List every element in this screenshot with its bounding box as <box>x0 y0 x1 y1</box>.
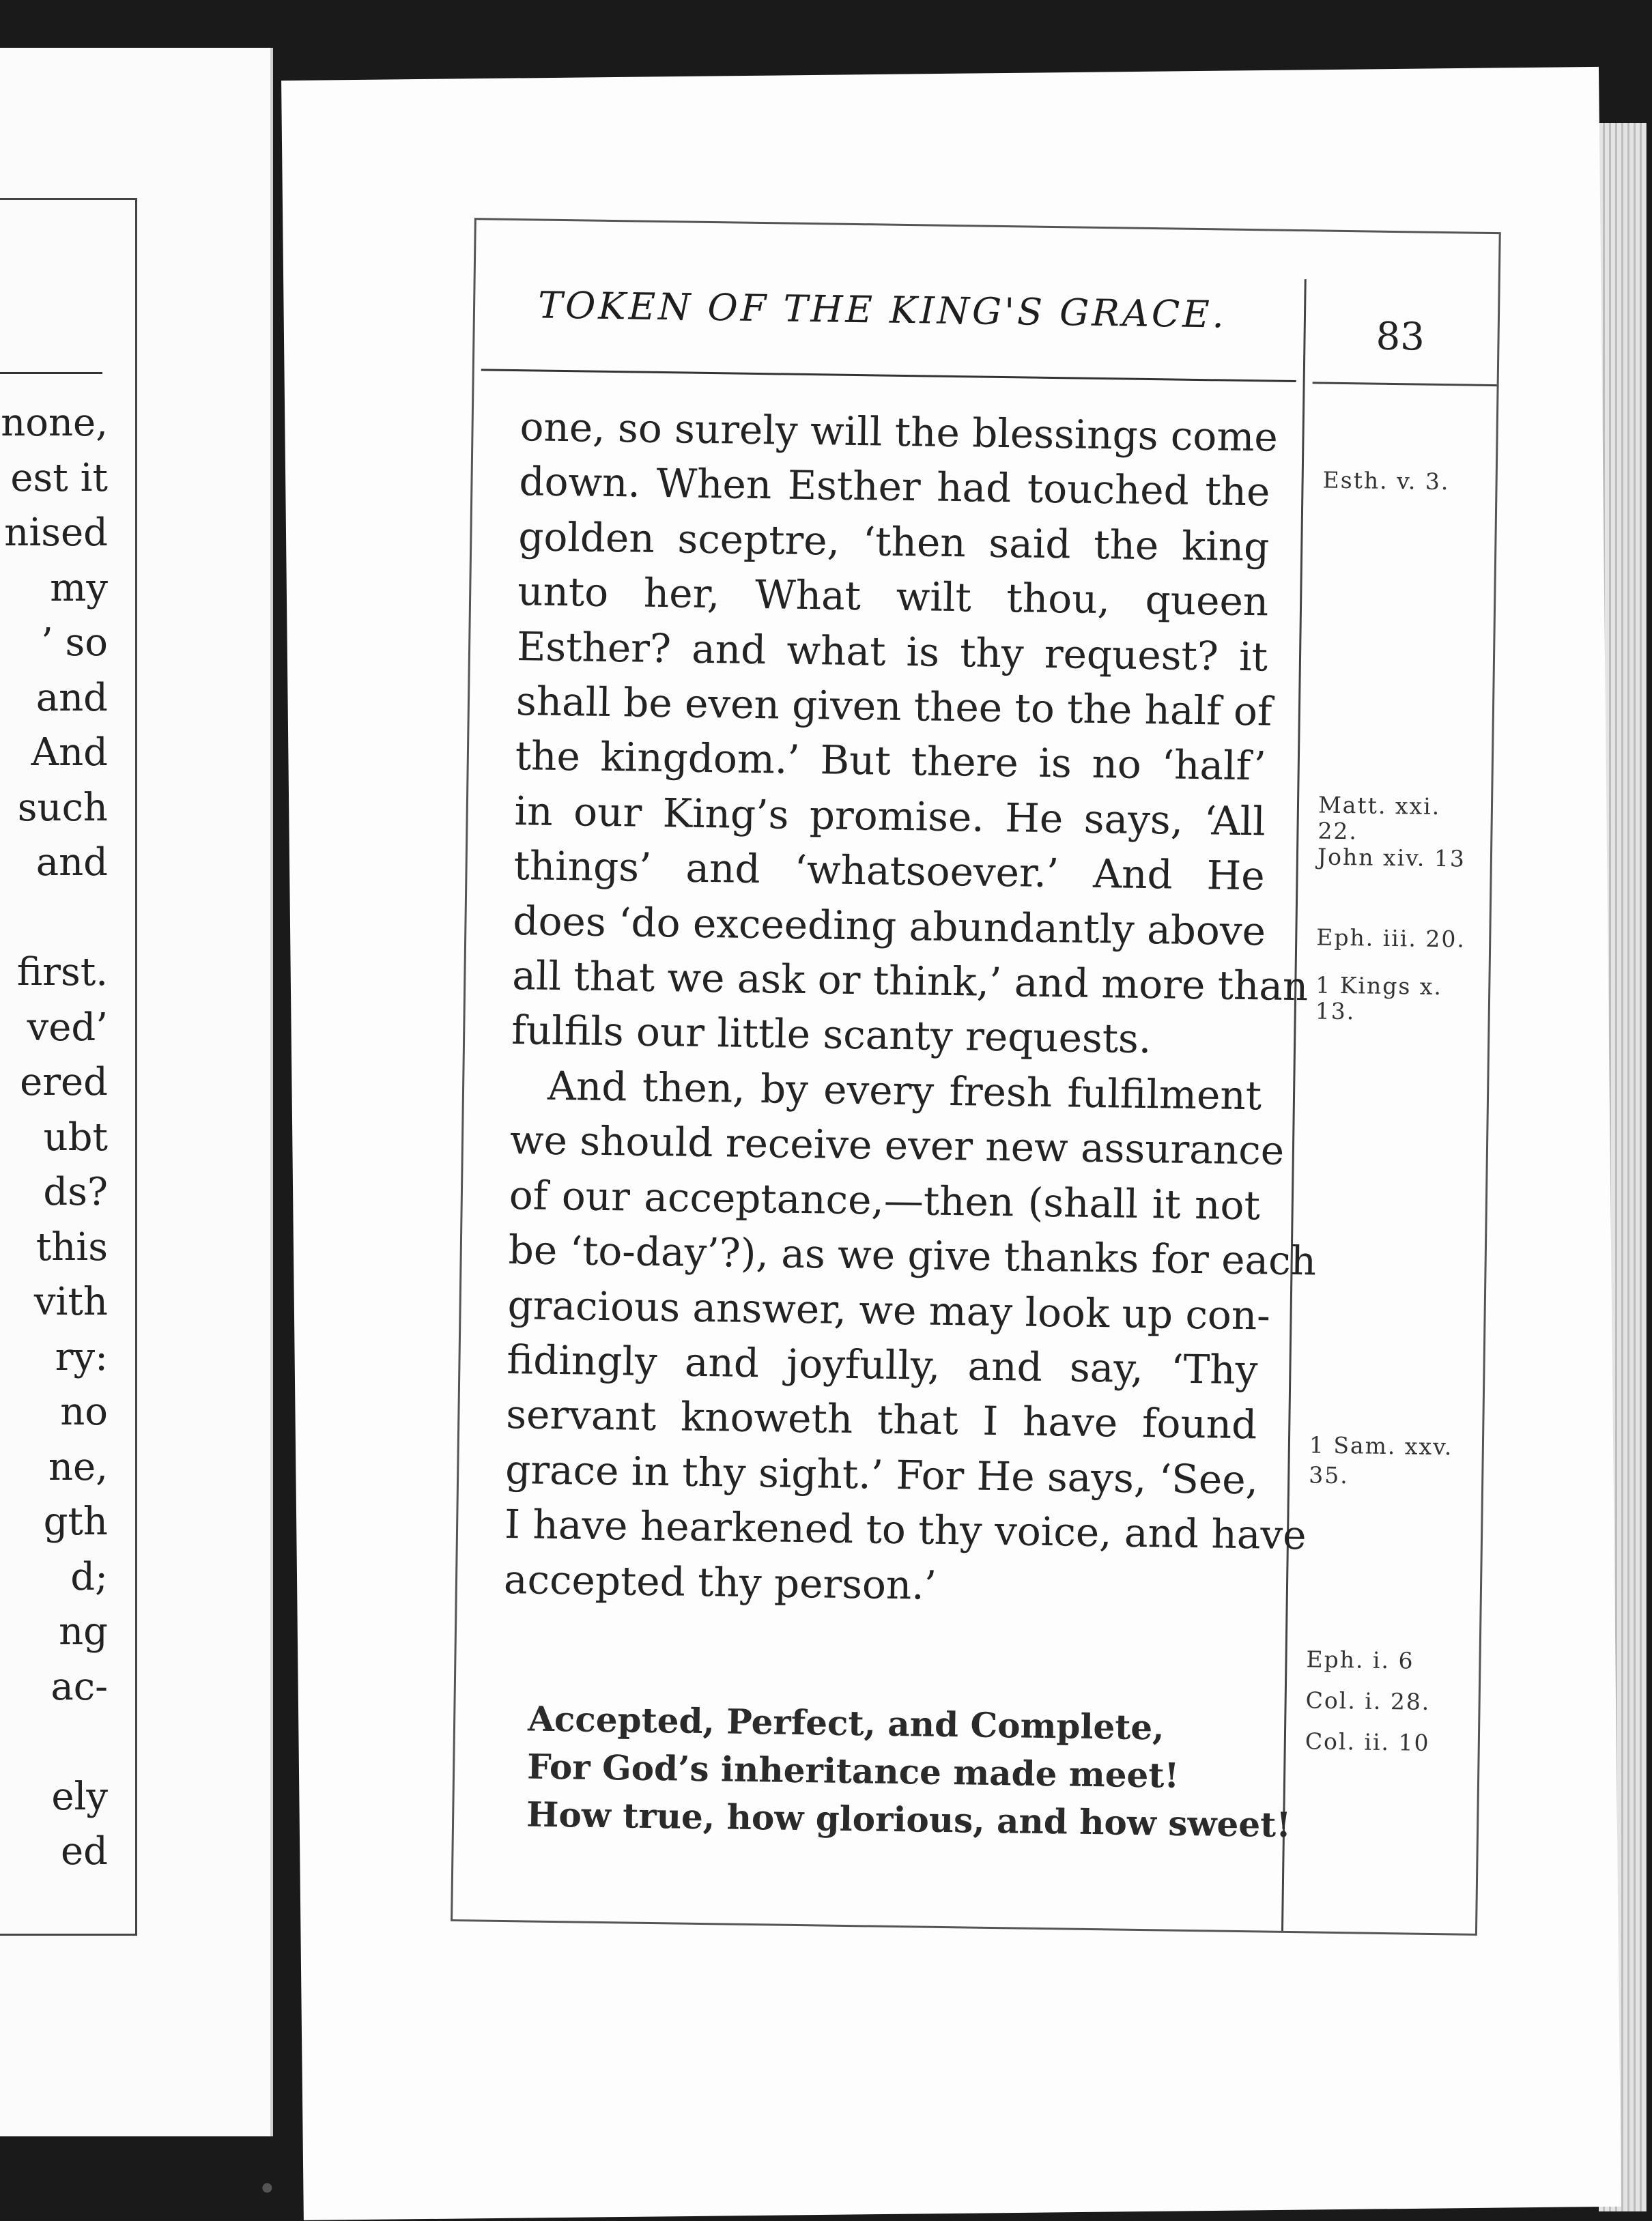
left-page-line: none, <box>1 401 108 445</box>
left-page-line: my <box>50 565 108 610</box>
left-page-line: nised <box>4 511 108 555</box>
verse <box>526 1695 1292 1848</box>
left-page <box>0 48 273 2136</box>
left-page-line: and <box>35 840 108 885</box>
left-page-line: ng <box>59 1609 108 1654</box>
body-line: golden sceptre, ‘then said the king <box>517 513 1270 571</box>
left-page-line: ds? <box>43 1170 108 1214</box>
page-frame <box>451 218 1501 1936</box>
left-page-line: est it <box>10 455 108 500</box>
body-text <box>503 399 1317 1617</box>
left-page-line: vith <box>33 1280 108 1324</box>
verse-line: Accepted, Perfect, and Complete, <box>527 1698 1165 1748</box>
left-page-line: such <box>17 785 108 830</box>
body-line: the kingdom.’ But there is no ‘half’ <box>515 732 1267 790</box>
margin-ref: Eph. i. 6 <box>1306 1646 1414 1674</box>
left-page-line: d; <box>70 1554 108 1599</box>
body-line: be ‘to-day’?), as we give thanks for each <box>508 1227 1317 1285</box>
body-line: of our acceptance,—then (shall it not <box>509 1171 1261 1229</box>
left-page-line: ’ so <box>40 620 108 665</box>
body-line: And then, by every fresh fulfilment <box>547 1062 1262 1119</box>
left-page-line: this <box>35 1224 108 1270</box>
margin-ref: John xiv. 13 <box>1317 843 1466 872</box>
left-page-line: gth <box>43 1500 108 1544</box>
margin-ref: Matt. xxi. <box>1318 791 1441 820</box>
margin-divider <box>1281 279 1307 1931</box>
body-line: in our King’s promise. He says, ‘All <box>514 787 1266 845</box>
body-line: fidingly and joyfully, and say, ‘Thy <box>507 1336 1258 1394</box>
left-page-line: ered <box>20 1060 108 1104</box>
margin-ref: 1 Sam. xxv. <box>1309 1431 1453 1461</box>
body-line: I have hearkened to thy voice, and have <box>504 1501 1307 1559</box>
margin-references <box>1302 232 1490 1934</box>
page-number: 83 <box>1376 314 1425 360</box>
left-page-line: ry: <box>55 1334 108 1379</box>
body-line: we should receive ever new assurance <box>509 1117 1285 1175</box>
body-line: one, so surely will the blessings come <box>519 403 1279 461</box>
body-line: unto her, What wilt thou, queen <box>517 568 1269 625</box>
left-page-line: ac- <box>51 1664 108 1709</box>
left-page-line: And <box>31 730 108 775</box>
margin-ref: 35. <box>1309 1461 1350 1489</box>
ink-speck <box>262 2183 272 2192</box>
body-line: shall be even given thee to the half of <box>515 678 1272 735</box>
left-page-rule <box>0 372 102 374</box>
left-page-line: ed <box>61 1829 108 1874</box>
running-title: TOKEN OF THE KING'S GRACE. <box>537 283 1227 336</box>
left-page-line: and <box>35 675 108 720</box>
body-line: accepted thy person.’ <box>503 1556 937 1609</box>
left-page-line: no <box>60 1390 108 1434</box>
body-line: fulfils our little scanty requests. <box>511 1007 1152 1063</box>
margin-ref: Col. i. 28. <box>1305 1687 1431 1715</box>
margin-ref: 1 Kings x. <box>1315 971 1443 1001</box>
left-page-line: first. <box>16 950 108 994</box>
left-page-line: ved’ <box>27 1005 108 1050</box>
margin-ref: 13. <box>1315 997 1356 1025</box>
left-page-line: ne, <box>48 1444 108 1489</box>
margin-ref: Col. ii. 10 <box>1305 1728 1430 1756</box>
left-page-line: ubt <box>43 1115 108 1160</box>
head-rule <box>481 369 1296 382</box>
left-page-line: ely <box>51 1774 108 1819</box>
margin-ref: Eph. iii. 20. <box>1316 923 1466 953</box>
body-line: grace in thy sight.’ For He says, ‘See, <box>504 1446 1259 1504</box>
margin-ref: 22. <box>1318 817 1358 845</box>
running-head <box>474 220 1305 406</box>
verse-line: For God’s inheritance made meet! <box>526 1746 1180 1796</box>
body-line: servant knoweth that I have found <box>505 1391 1257 1448</box>
body-line: down. When Esther had touched the <box>519 458 1270 515</box>
body-line: things’ and ‘whatsoever.’ And He <box>513 842 1266 900</box>
body-line: does ‘do exceeding abundantly above <box>513 897 1266 955</box>
verse-line: How true, how glorious, and how sweet! <box>526 1794 1292 1846</box>
right-page <box>281 67 1621 2220</box>
margin-ref: Esth. v. 3. <box>1322 466 1450 496</box>
body-line: Esther? and what is thy request? it <box>516 622 1268 680</box>
body-line: all that we ask or think,’ and more than <box>511 952 1309 1010</box>
body-line: gracious answer, we may look up con- <box>507 1281 1271 1339</box>
